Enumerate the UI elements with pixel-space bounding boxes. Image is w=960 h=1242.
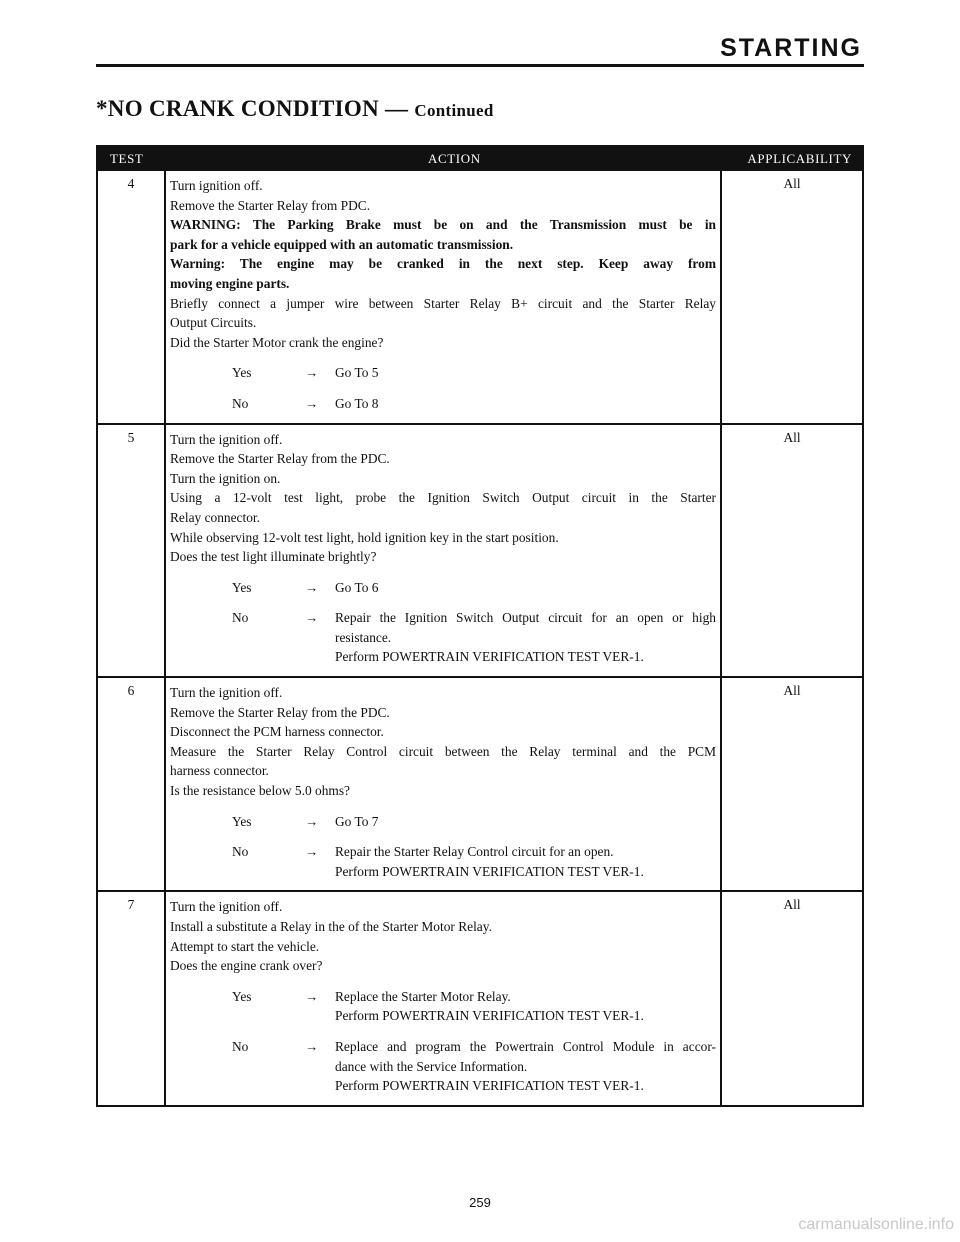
option-result-line: Perform POWERTRAIN VERIFICATION TEST VER-1. xyxy=(335,649,644,665)
action-cell xyxy=(164,425,722,677)
result-option xyxy=(170,363,716,383)
option-result xyxy=(335,608,716,667)
action-step: Attempt to start the vehicle. xyxy=(170,938,320,954)
option-label: Yes xyxy=(232,813,252,829)
section-title-text: *NO CRANK CONDITION — xyxy=(96,96,409,121)
action-step: Turn the ignition off. xyxy=(170,431,283,447)
option-result-line: Repair the Ignition Switch Output circuit for an open or high xyxy=(335,610,716,626)
option-result-line: Go To 6 xyxy=(335,579,379,595)
arrow-right-icon: → xyxy=(305,1038,319,1054)
result-option xyxy=(170,578,716,598)
section-title xyxy=(96,96,494,122)
option-result-line: resistance. xyxy=(335,629,392,645)
warning-text: moving engine parts. xyxy=(170,275,290,291)
action-step: harness connector. xyxy=(170,763,269,779)
option-result-line: Replace and program the Powertrain Control Module in accor- xyxy=(335,1038,716,1054)
action-step: Does the engine crank over? xyxy=(170,958,323,974)
action-step: Turn ignition off. xyxy=(170,178,263,193)
action-step: Relay connector. xyxy=(170,509,260,525)
header-rule xyxy=(96,64,864,67)
option-label: Yes xyxy=(232,579,252,595)
page-header-title: STARTING xyxy=(720,34,862,62)
action-step: Output Circuits. xyxy=(170,315,257,331)
option-result-line: Perform POWERTRAIN VERIFICATION TEST VER-1. xyxy=(335,1078,644,1094)
option-result-line: dance with the Service Information. xyxy=(335,1058,528,1074)
option-result xyxy=(335,987,716,1026)
applicability: All xyxy=(783,897,801,913)
arrow-right-icon: → xyxy=(305,365,319,381)
option-result xyxy=(335,394,716,414)
action-step: Install a substitute a Relay in the of the Starter Motor Relay. xyxy=(170,919,492,934)
option-result xyxy=(335,812,716,832)
diagnostic-table xyxy=(96,145,864,1107)
result-option xyxy=(170,842,716,881)
action-step: Does the test light illuminate brightly? xyxy=(170,549,377,565)
applicability: All xyxy=(783,429,801,445)
action-step: Turn the ignition off. xyxy=(170,899,283,915)
table-row xyxy=(98,171,862,423)
action-step: Using a 12-volt test light, probe the Ignition Switch Output circuit in the Starter xyxy=(170,490,716,506)
action-step: Briefly connect a jumper wire between Starter Relay B+ circuit and the Starter Relay xyxy=(170,295,716,311)
option-result-line: Repair the Starter Relay Control circuit for an open. xyxy=(335,844,614,860)
applicability: All xyxy=(783,683,801,699)
test-number: 7 xyxy=(127,897,135,913)
option-result-line: Go To 8 xyxy=(335,395,379,411)
column-header-action: ACTION xyxy=(428,151,481,166)
arrow-right-icon: → xyxy=(305,988,319,1004)
action-cell xyxy=(164,171,722,423)
result-option xyxy=(170,608,716,667)
test-number: 4 xyxy=(127,176,135,191)
option-label: No xyxy=(232,610,249,626)
option-result xyxy=(335,578,716,598)
table-row xyxy=(98,423,862,677)
action-step: Measure the Starter Relay Control circuit between the Relay terminal and the PCM xyxy=(170,743,716,759)
test-number: 5 xyxy=(127,429,135,445)
option-label: No xyxy=(232,844,249,860)
arrow-right-icon: → xyxy=(305,844,319,860)
action-cell xyxy=(164,892,722,1104)
option-result xyxy=(335,1037,716,1096)
arrow-right-icon: → xyxy=(305,395,319,411)
option-result-line: Go To 7 xyxy=(335,813,379,829)
option-result-line: Go To 5 xyxy=(335,365,379,381)
option-label: Yes xyxy=(232,365,252,381)
watermark: carmanualsonline.info xyxy=(798,1216,954,1233)
action-step: Disconnect the PCM harness connector. xyxy=(170,724,384,740)
option-result xyxy=(335,363,716,383)
warning-text: WARNING: The Parking Brake must be on and the Transmission must be in xyxy=(170,217,716,233)
action-step: Remove the Starter Relay from the PDC. xyxy=(170,451,390,467)
option-result-line: Perform POWERTRAIN VERIFICATION TEST VER-1. xyxy=(335,1008,644,1024)
page-number: 259 xyxy=(469,1195,491,1210)
action-step: Turn the ignition off. xyxy=(170,685,283,701)
arrow-right-icon: → xyxy=(305,579,319,595)
test-number: 6 xyxy=(127,683,135,699)
action-step: While observing 12-volt test light, hold ignition key in the start position. xyxy=(170,529,559,545)
action-step: Did the Starter Motor crank the engine? xyxy=(170,334,384,350)
result-option xyxy=(170,812,716,832)
option-result-line: Perform POWERTRAIN VERIFICATION TEST VER-1. xyxy=(335,863,644,879)
result-option xyxy=(170,1037,716,1096)
result-option xyxy=(170,394,716,414)
option-result-line: Replace the Starter Motor Relay. xyxy=(335,988,511,1004)
option-label: No xyxy=(232,395,249,411)
action-step: Remove the Starter Relay from PDC. xyxy=(170,197,371,213)
table-row xyxy=(98,676,862,890)
warning-text: park for a vehicle equipped with an automatic transmission. xyxy=(170,236,514,252)
column-header-test: TEST xyxy=(110,151,144,166)
arrow-right-icon: → xyxy=(305,813,319,829)
warning-text: Warning: The engine may be cranked in the next step. Keep away from xyxy=(170,256,716,272)
option-label: No xyxy=(232,1038,249,1054)
action-cell xyxy=(164,678,722,890)
section-title-continued: Continued xyxy=(414,101,494,120)
action-step: Is the resistance below 5.0 ohms? xyxy=(170,783,350,799)
result-option xyxy=(170,987,716,1026)
option-label: Yes xyxy=(232,988,252,1004)
applicability: All xyxy=(783,176,801,191)
table-row xyxy=(98,890,862,1104)
option-result xyxy=(335,842,716,881)
arrow-right-icon: → xyxy=(305,610,319,626)
column-header-applicability: APPLICABILITY xyxy=(747,151,852,166)
table-body xyxy=(98,171,862,1105)
action-step: Remove the Starter Relay from the PDC. xyxy=(170,704,390,720)
action-step: Turn the ignition on. xyxy=(170,470,281,486)
table-header xyxy=(98,147,862,171)
